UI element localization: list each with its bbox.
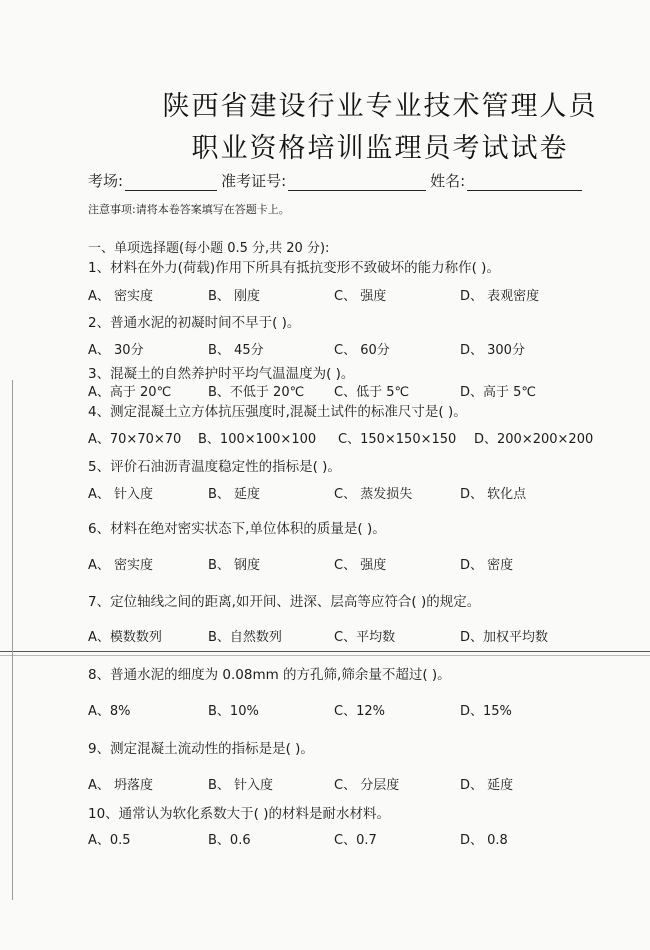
option-d: D、 表观密度 xyxy=(460,289,540,304)
question-7: 7、定位轴线之间的距离,如开间、进深、层高等应符合( )的规定。 xyxy=(88,594,481,610)
option-b: B、 刚度 xyxy=(208,289,261,304)
option-c: C、 强度 xyxy=(334,289,387,304)
option-a: A、 坍落度 xyxy=(88,778,154,793)
option-d: D、 密度 xyxy=(460,558,514,573)
question-8-options xyxy=(88,700,608,718)
page-fold-shadow xyxy=(0,655,650,656)
question-9-options xyxy=(88,774,608,792)
question-3: 3、混凝土的自然养护时平均气温温度为( )。 xyxy=(88,366,355,382)
question-4-options xyxy=(88,428,608,446)
option-a: A、 密实度 xyxy=(88,289,154,304)
exam-info-row xyxy=(88,170,628,191)
question-1: 1、材料在外力(荷载)作用下所具有抵抗变形不致破坏的能力称作( )。 xyxy=(88,260,500,276)
exam-title-line2: 职业资格培训监理员考试试卷 xyxy=(191,133,569,164)
option-c: C、 分层度 xyxy=(334,778,400,793)
venue-label: 考场: xyxy=(88,172,124,190)
option-a: A、高于 20℃ xyxy=(88,385,172,400)
option-d: D、 软化点 xyxy=(460,487,527,502)
option-b: B、10% xyxy=(208,704,259,719)
option-d: D、 延度 xyxy=(460,778,514,793)
question-1-options xyxy=(88,285,608,303)
venue-blank xyxy=(125,176,217,191)
question-8: 8、普通水泥的细度为 0.08mm 的方孔筛,筛余量不超过( )。 xyxy=(88,667,451,683)
option-c: C、 60分 xyxy=(334,343,390,358)
question-9: 9、测定混凝土流动性的指标是是( )。 xyxy=(88,741,314,757)
question-5-options xyxy=(88,483,608,501)
exam-notice: 注意事项:请将本卷答案填写在答题卡上。 xyxy=(88,203,290,216)
option-d: D、 0.8 xyxy=(460,833,508,848)
option-d: D、200×200×200 xyxy=(474,432,594,447)
section-heading: 一、单项选择题(每小题 0.5 分,共 20 分): xyxy=(88,241,330,256)
option-d: D、高于 5℃ xyxy=(460,385,537,400)
question-10-options xyxy=(88,829,608,847)
option-b: B、 针入度 xyxy=(208,778,274,793)
candidate-id-blank xyxy=(288,176,426,191)
option-b: B、0.6 xyxy=(208,833,251,848)
option-a: A、模数数列 xyxy=(88,630,162,645)
page-fold-line xyxy=(0,651,650,652)
option-c: C、12% xyxy=(334,704,385,719)
option-a: A、 针入度 xyxy=(88,487,154,502)
option-a: A、70×70×70 xyxy=(88,432,182,447)
question-2-options xyxy=(88,339,608,357)
option-c: C、平均数 xyxy=(334,630,396,645)
option-a: A、 密实度 xyxy=(88,558,154,573)
option-c: C、150×150×150 xyxy=(338,432,457,447)
option-b: B、 钢度 xyxy=(208,558,261,573)
question-4: 4、测定混凝土立方体抗压强度时,混凝土试件的标准尺寸是( )。 xyxy=(88,404,467,420)
option-c: C、0.7 xyxy=(334,833,377,848)
option-c: C、低于 5℃ xyxy=(334,385,410,400)
option-d: D、加权平均数 xyxy=(460,630,549,645)
name-label: 姓名: xyxy=(430,172,466,190)
option-b: B、不低于 20℃ xyxy=(208,385,305,400)
option-b: B、自然数列 xyxy=(208,630,282,645)
candidate-id-label: 准考证号: xyxy=(221,172,287,190)
question-6-options xyxy=(88,554,608,572)
option-b: B、100×100×100 xyxy=(198,432,317,447)
option-c: C、 强度 xyxy=(334,558,387,573)
question-6: 6、材料在绝对密实状态下,单位体积的质量是( )。 xyxy=(88,521,386,537)
option-d: D、15% xyxy=(460,704,512,719)
option-d: D、 300分 xyxy=(460,343,525,358)
name-blank xyxy=(467,176,582,191)
option-b: B、 45分 xyxy=(208,343,264,358)
option-a: A、8% xyxy=(88,704,131,719)
question-2: 2、普通水泥的初凝时间不早于( )。 xyxy=(88,315,301,331)
option-a: A、 30分 xyxy=(88,343,144,358)
exam-title-line1: 陕西省建设行业专业技术管理人员 xyxy=(162,91,598,122)
scan-edge-line xyxy=(12,380,13,900)
question-3-options xyxy=(88,381,608,399)
question-7-options xyxy=(88,626,608,644)
option-b: B、 延度 xyxy=(208,487,261,502)
option-a: A、0.5 xyxy=(88,833,131,848)
option-c: C、 蒸发损失 xyxy=(334,487,413,502)
question-10: 10、通常认为软化系数大于( )的材料是耐水材料。 xyxy=(88,806,391,822)
question-5: 5、评价石油沥青温度稳定性的指标是( )。 xyxy=(88,459,341,475)
